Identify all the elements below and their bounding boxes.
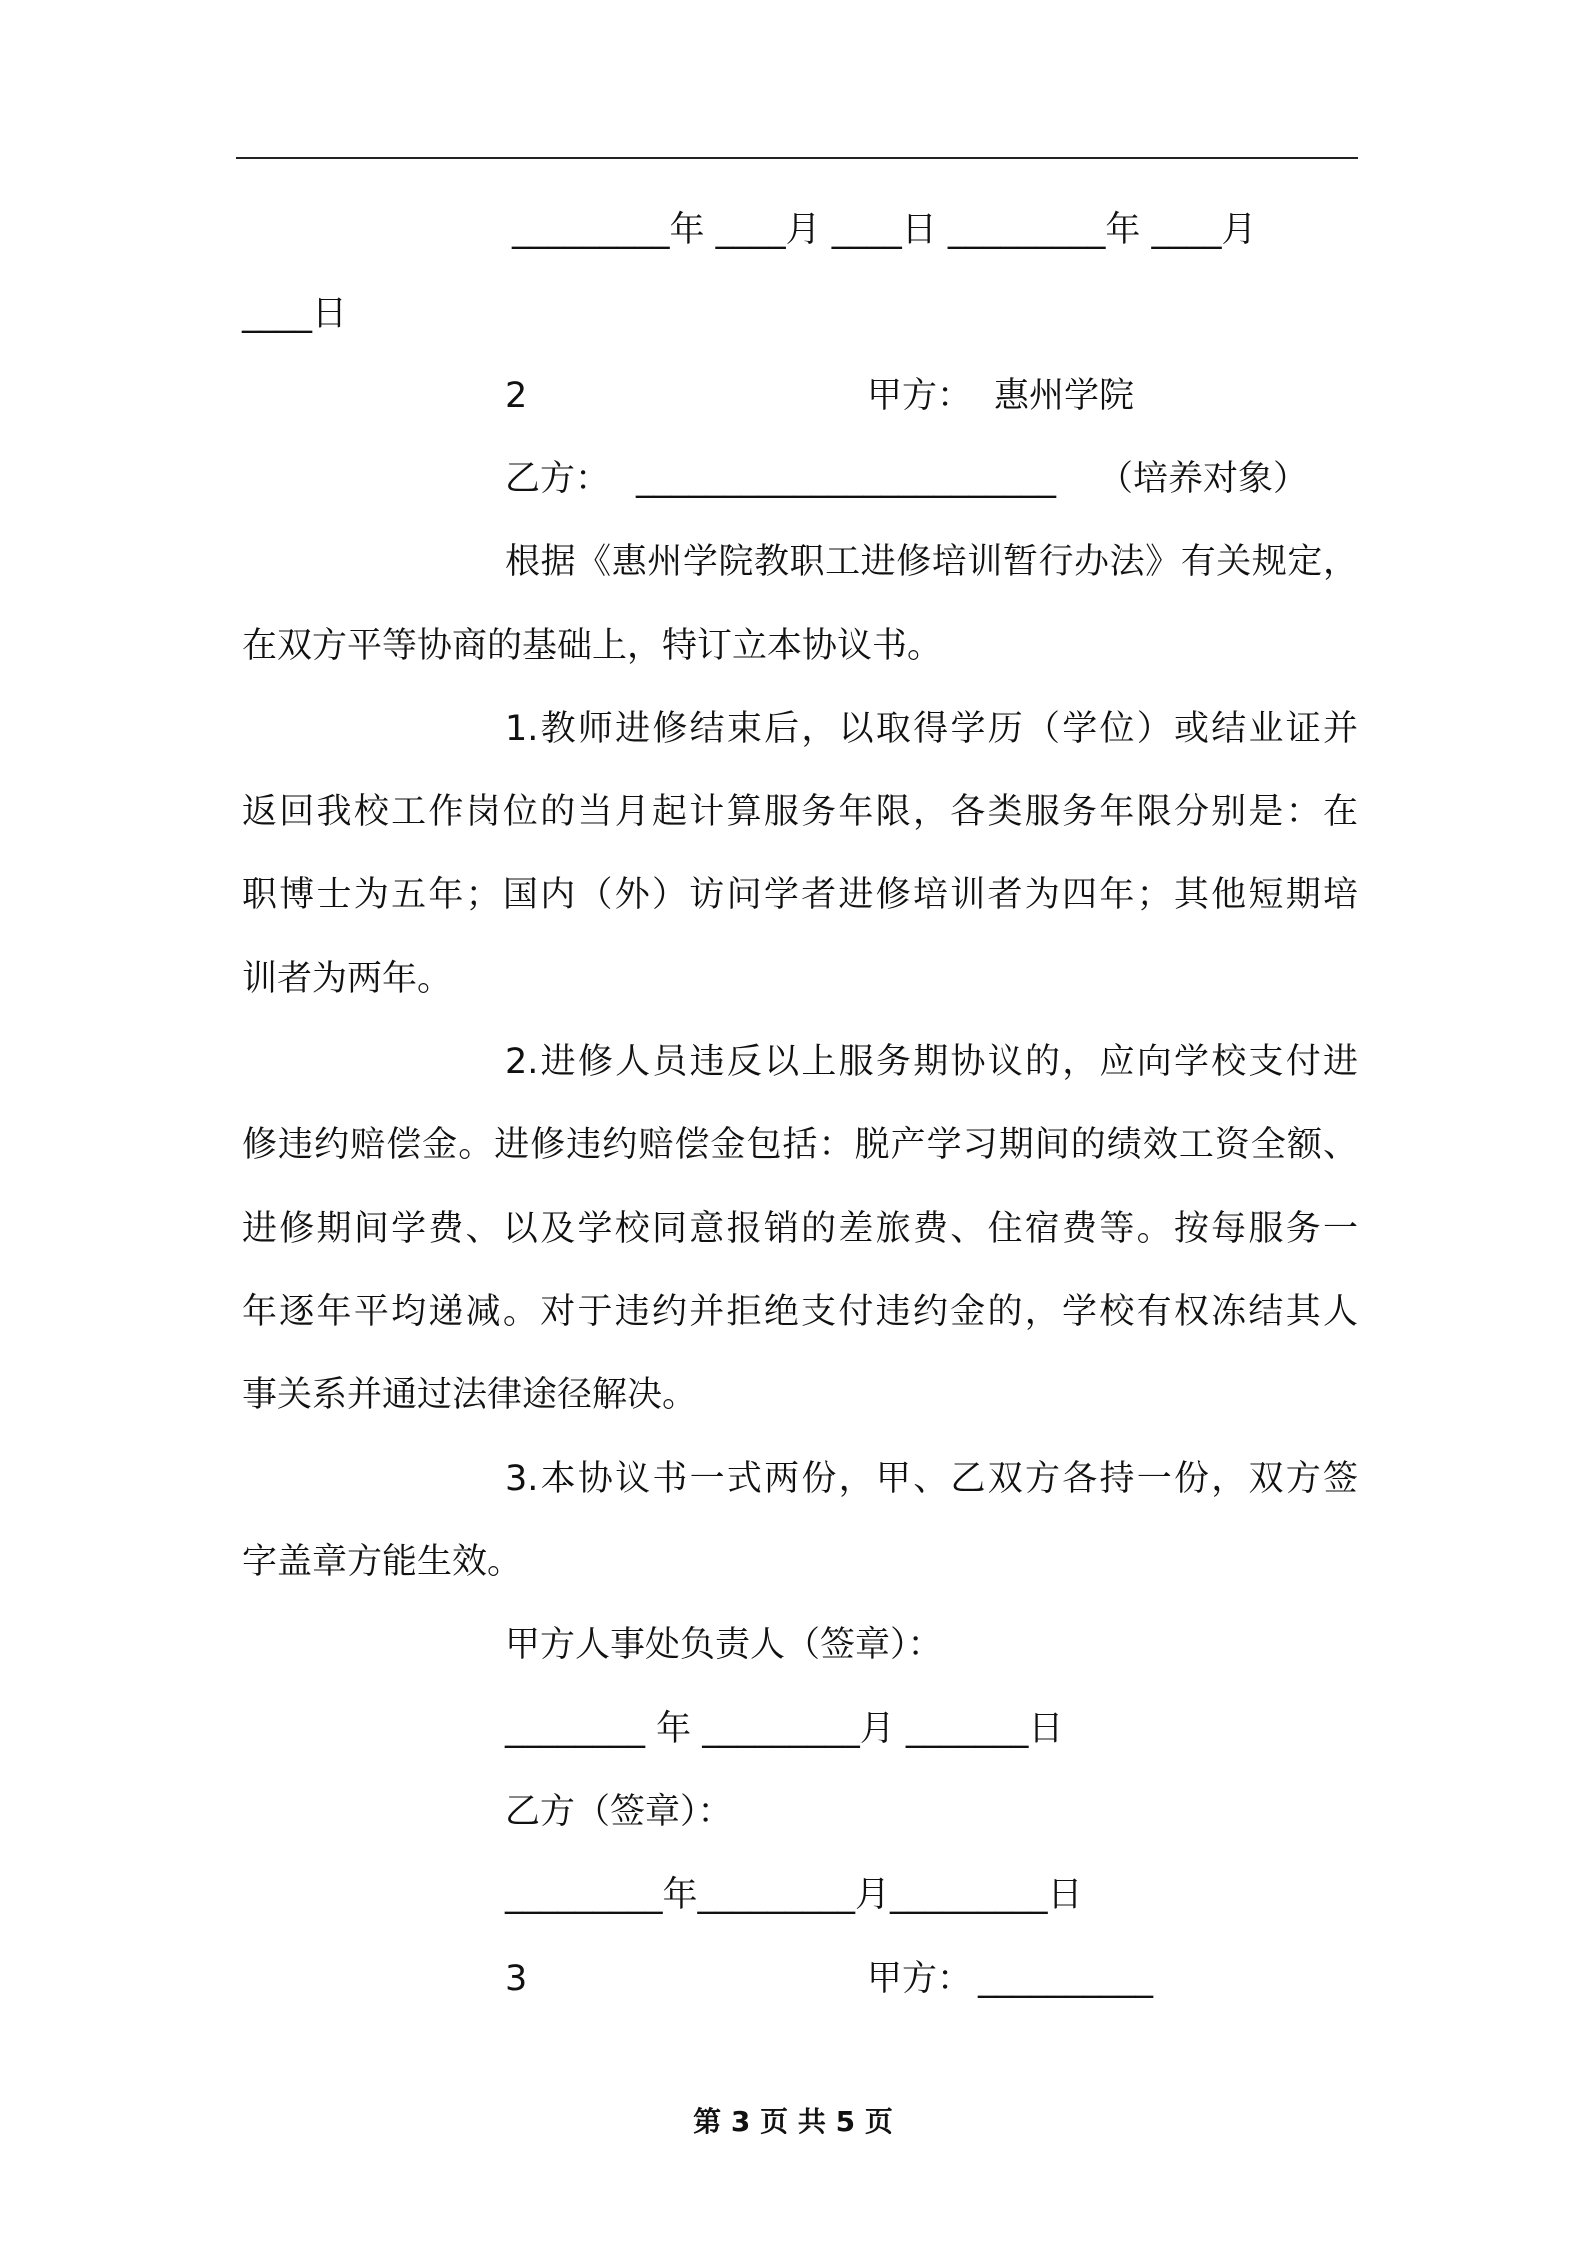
party-b-blank: ________________________	[636, 459, 1056, 499]
clause-2-line-3: 进修期间学费、以及学校同意报销的差旅费、住宿费等。按每服务一	[242, 1209, 1358, 1249]
party-b-note: （培养对象）	[1098, 459, 1309, 499]
clause-1-line-2: 返回我校工作岗位的当月起计算服务年限，各类服务年限分别是：在	[242, 792, 1358, 832]
signature-a-date: ________ 年 _________月 _______日	[505, 1709, 1064, 1749]
page-indicator: 第 3 页 共 5 页	[693, 2105, 893, 2138]
next-party-a-blank: __________	[978, 1959, 1153, 1999]
section-number-2: 2	[505, 376, 528, 416]
clause-2-line-5: 事关系并通过法律途径解决。	[242, 1375, 698, 1415]
clause-1-line-1: 1.教师进修结束后，以取得学历（学位）或结业证并	[505, 709, 1358, 749]
clause-3-line-1: 3.本协议书一式两份，甲、乙双方各持一份，双方签	[505, 1459, 1358, 1499]
clause-2-line-1: 2.进修人员违反以上服务期协议的，应向学校支付进	[505, 1042, 1358, 1082]
header-rule	[236, 157, 1358, 159]
clause-1-line-4: 训者为两年。	[242, 959, 453, 999]
intro-line-2: 在双方平等协商的基础上，特订立本协议书。	[242, 626, 943, 666]
clause-1-line-3: 职博士为五年；国内（外）访问学者进修培训者为四年；其他短期培	[242, 875, 1358, 915]
party-b-label: 乙方：	[505, 459, 611, 499]
clause-3-line-2: 字盖章方能生效。	[242, 1542, 523, 1582]
signature-b-label: 乙方（签章）：	[505, 1792, 733, 1832]
next-party-a-label: 甲方：	[867, 1959, 973, 1999]
party-a-value: 惠州学院	[994, 376, 1135, 416]
party-a-label: 甲方：	[867, 376, 973, 416]
intro-line-1: 根据《惠州学院教职工进修培训暂行办法》有关规定，	[505, 542, 1358, 582]
signature-a-label: 甲方人事处负责人（签章）：	[505, 1625, 943, 1665]
signature-b-date: _________年_________月_________日	[505, 1875, 1083, 1915]
clause-2-line-2: 修违约赔偿金。进修违约赔偿金包括：脱产学习期间的绩效工资全额、	[242, 1125, 1358, 1165]
date-blanks-line-2: ____日	[242, 294, 348, 334]
clause-2-line-4: 年逐年平均递减。对于违约并拒绝支付违约金的，学校有权冻结其人	[242, 1292, 1358, 1332]
date-blanks-line-1: _________年 ____月 ____日 _________年 ____月	[512, 210, 1257, 250]
section-number-3: 3	[505, 1959, 528, 1999]
